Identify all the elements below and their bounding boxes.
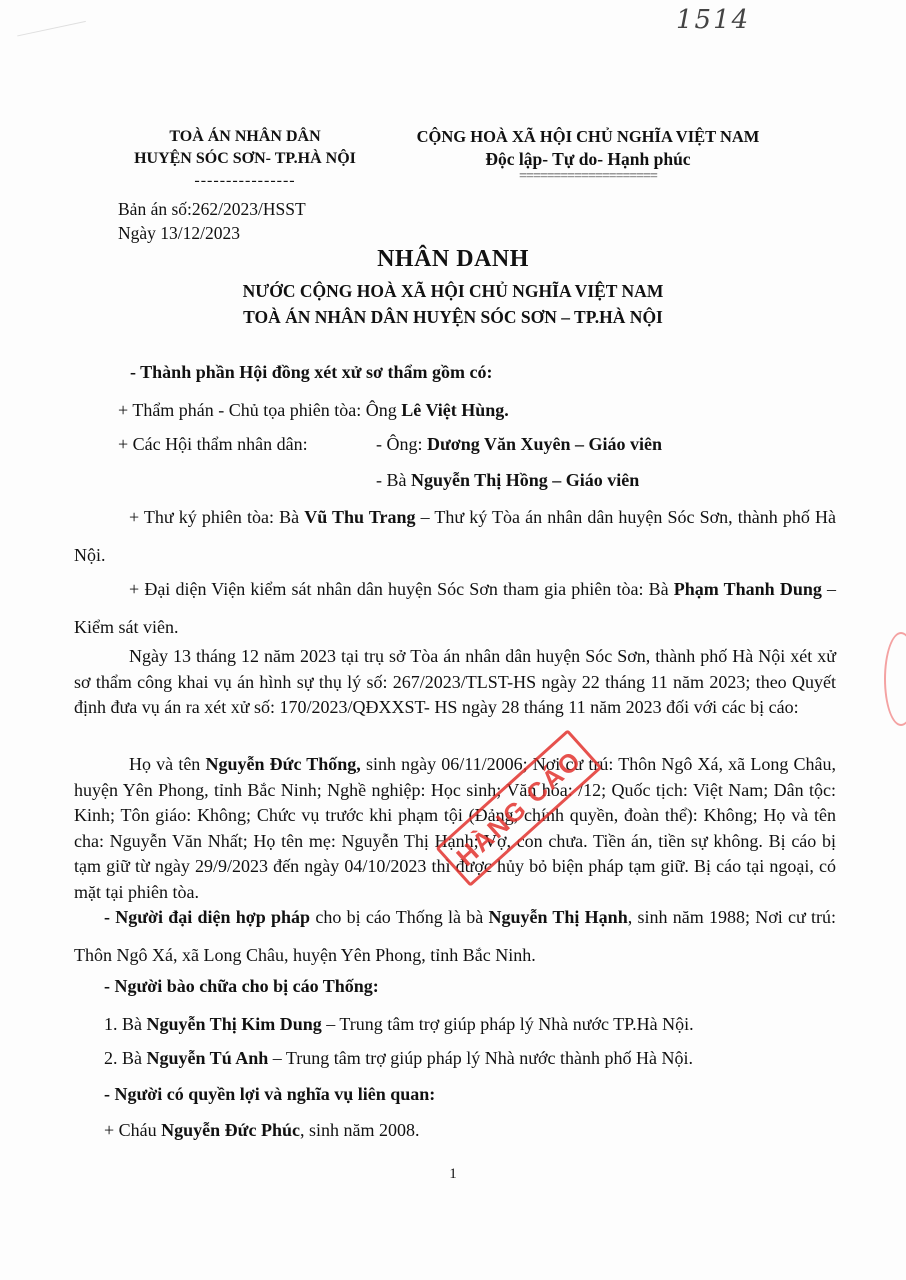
handwritten-note: 1514 (676, 5, 751, 35)
assessor-2-name: Nguyễn Thị Hồng – Giáo viên (411, 470, 640, 490)
court-district: HUYỆN SÓC SƠN- TP.HÀ NỘI (134, 150, 356, 167)
prosecutor-paragraph (74, 570, 836, 646)
representative-mid: cho bị cáo Thống là bà (310, 907, 489, 927)
title-court: TOÀ ÁN NHÂN DÂN HUYỆN SÓC SƠN – TP.HÀ NỘI (243, 307, 663, 327)
court-header (105, 126, 385, 192)
defender-1-name: Nguyễn Thị Kim Dung (146, 1014, 322, 1034)
national-name: CỘNG HOÀ XÃ HỘI CHỦ NGHĨA VIỆT NAM (416, 127, 760, 146)
assessor-2 (376, 466, 639, 494)
defenders-heading: - Người bào chữa cho bị cáo Thống: (104, 976, 379, 996)
court-separator: ---------------- (194, 172, 296, 189)
representative-paragraph (74, 898, 836, 974)
prosecutor-name: Phạm Thanh Dung (673, 579, 822, 599)
court-name: TOÀ ÁN NHÂN DÂN (169, 128, 321, 145)
related-prefix: + Cháu (104, 1120, 162, 1140)
defender-2-name: Nguyễn Tú Anh (146, 1048, 269, 1068)
clerk-paragraph (74, 498, 836, 574)
related-person (104, 1116, 419, 1144)
assessors-label: + Các Hội thẩm nhân dân: (118, 434, 308, 454)
national-header (388, 126, 788, 184)
copy-stamp: HÀNG CÁO (435, 729, 602, 887)
document-title: NHÂN DANH (377, 246, 529, 272)
scan-smudge (17, 21, 89, 50)
defendant-details: sinh ngày 06/11/2006; Nơi cư trú: Thôn Ngô Xá, xã Long Châu, huyện Yên Phong, tỉnh Bắc Ninh; Nghề nghiệp: Học sinh; Văn hóa: /12; Quốc tịch: Việt Nam; Dân tộc: Kinh; Tôn giáo: Không; Chức vụ trước khi phạm tội (Đảng, chính quyền, đoàn thể): Không; Họ và tên cha: Nguyễn Văn Nhất; Họ tên mẹ: Nguyễn Thị Hạnh; Vợ, con chưa. Tiền án, tiền sự không. Bị cáo bị tạm giữ từ ngày 29/9/2023 đến ngày 04/10/2023 thì được hủy bỏ biện pháp tạm giữ. Bị cáo tại ngoại, có mặt tại phiên tòa. (74, 754, 836, 902)
national-separator: ==================== (519, 169, 657, 184)
related-name: Nguyễn Đức Phúc (161, 1120, 300, 1140)
defender-1-prefix: 1. Bà (104, 1014, 147, 1034)
assessor-1 (376, 430, 662, 458)
case-info (118, 197, 306, 245)
prosecutor-prefix: + Đại diện Viện kiểm sát nhân dân huyện Sóc Sơn tham gia phiên tòa: Bà (129, 579, 674, 599)
representative-label: - Người đại diện hợp pháp (104, 907, 311, 927)
related-suffix: , sinh năm 2008. (299, 1120, 420, 1140)
clerk-suffix: – Thư ký Tòa án nhân dân huyện Sóc Sơn, thành phố Hà Nội. (74, 507, 836, 565)
assessor-2-prefix: - Bà (376, 470, 411, 490)
assessor-1-name: Dương Văn Xuyên – Giáo viên (427, 434, 662, 454)
seal-edge-mark (884, 632, 906, 726)
title-country: NƯỚC CỘNG HOÀ XÃ HỘI CHỦ NGHĨA VIỆT NAM (242, 281, 664, 301)
defendant-prefix: Họ và tên (129, 754, 206, 774)
case-date: Ngày 13/12/2023 (118, 223, 241, 243)
defender-2 (104, 1044, 693, 1072)
page-number: 1 (449, 1166, 457, 1182)
clerk-name: Vũ Thu Trang (304, 507, 416, 527)
defender-1 (104, 1010, 694, 1038)
defender-2-prefix: 2. Bà (104, 1048, 147, 1068)
national-motto: Độc lập- Tự do- Hạnh phúc (485, 149, 691, 169)
representative-name: Nguyễn Thị Hạnh (488, 907, 628, 927)
panel-heading: - Thành phần Hội đồng xét xử sơ thẩm gồm có: (130, 362, 493, 382)
defendant-paragraph (74, 752, 836, 905)
case-number: Bản án số:262/2023/HSST (118, 199, 306, 219)
representative-details: , sinh năm 1988; Nơi cư trú: Thôn Ngô Xá, xã Long Châu, huyện Yên Phong, tỉnh Bắc Ninh. (74, 907, 836, 965)
clerk-prefix: + Thư ký phiên tòa: Bà (129, 507, 305, 527)
judge-line (118, 396, 509, 424)
assessor-1-prefix: - Ông: (376, 434, 427, 454)
intro-paragraph: Ngày 13 tháng 12 năm 2023 tại trụ sở Tòa án nhân dân huyện Sóc Sơn, thành phố Hà Nội xét xử sơ thẩm công khai vụ án hình sự thụ lý số: 267/2023/TLST-HS ngày 22 tháng 11 năm 2023; theo Quyết định đưa vụ án ra xét xử số: 170/2023/QĐXXST- HS ngày 28 tháng 11 năm 2023 đối với các bị cáo: (74, 646, 836, 717)
judge-prefix: + Thẩm phán - Chủ tọa phiên tòa: Ông (118, 400, 402, 420)
defendant-name: Nguyễn Đức Thống, (205, 754, 361, 774)
defender-1-org: – Trung tâm trợ giúp pháp lý Nhà nước TP.Hà Nội. (321, 1014, 694, 1034)
defender-2-org: – Trung tâm trợ giúp pháp lý Nhà nước thành phố Hà Nội. (268, 1048, 693, 1068)
judge-name: Lê Việt Hùng. (401, 400, 509, 420)
related-heading: - Người có quyền lợi và nghĩa vụ liên quan: (104, 1084, 436, 1104)
prosecutor-suffix: – Kiểm sát viên. (74, 579, 837, 637)
